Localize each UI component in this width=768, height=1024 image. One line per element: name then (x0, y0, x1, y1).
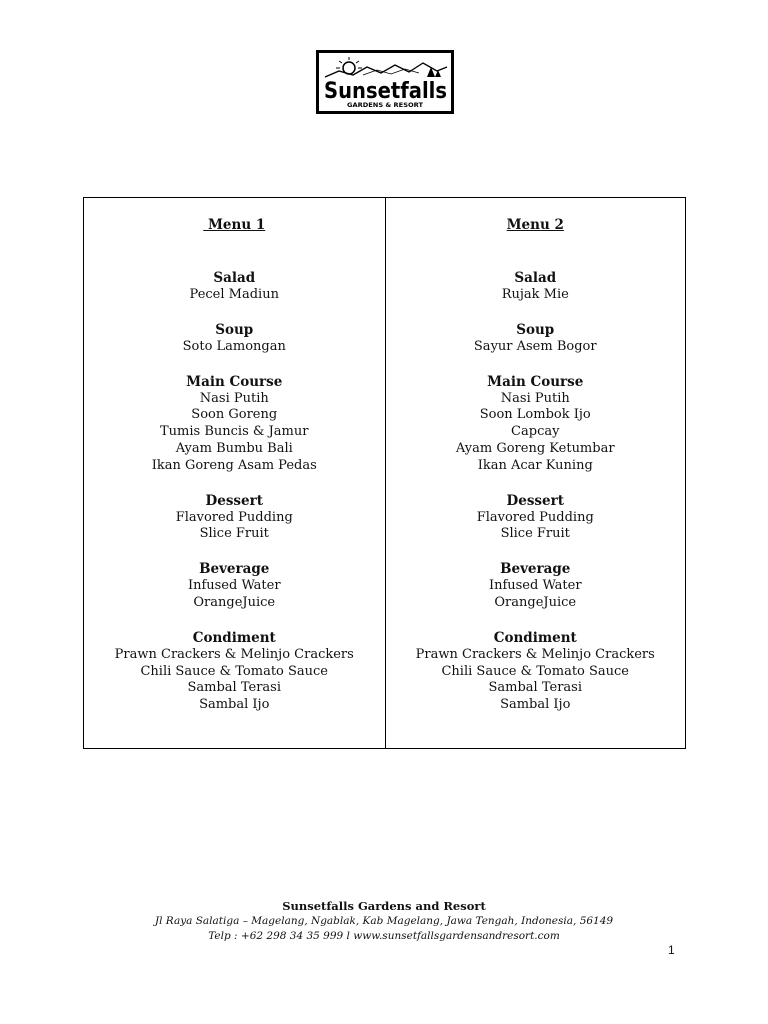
section-heading: Beverage (500, 561, 571, 578)
menu-item: Chili Sauce & Tomato Sauce (441, 663, 630, 679)
menu-item: Sayur Asem Bogor (473, 338, 597, 354)
section-heading: Condiment (192, 629, 276, 646)
menu-item: Soon Goreng (191, 407, 278, 423)
section-heading: Salad (514, 270, 557, 286)
section-heading: Main Course (186, 373, 283, 390)
menu-item: Capcay (511, 424, 560, 440)
menu-1-dessert-section (84, 493, 385, 544)
menu-item: Chili Sauce & Tomato Sauce (140, 663, 329, 679)
menu-table (83, 197, 686, 749)
footer-contact: Telp : +62 298 34 35 999 l www.sunsetfallsgardensandresort.com (208, 930, 560, 942)
menu-2-soup-section (386, 322, 686, 356)
footer-address: Jl Raya Salatiga – Magelang, Ngablak, Kab Magelang, Jawa Tengah, Indonesia, 56149 (154, 915, 614, 927)
menu-1-title: Menu 1 (203, 217, 266, 233)
menu-1-main-course-section (84, 374, 385, 475)
page-footer (0, 898, 768, 944)
menu-1-salad-section (84, 270, 385, 304)
menu-item: Prawn Crackers & Melinjo Crackers (114, 646, 354, 662)
menu-item: Sambal Terasi (187, 680, 281, 696)
menu-item: Soto Lamongan (182, 338, 286, 354)
menu-item: Slice Fruit (500, 526, 570, 542)
menu-2-dessert-section (386, 493, 686, 544)
menu-2-title: Menu 2 (506, 217, 564, 233)
menu-item: Infused Water (488, 578, 582, 594)
menu-item: Sambal Terasi (488, 680, 582, 696)
page-number: 1 (668, 943, 675, 957)
menu-item: OrangeJuice (193, 594, 276, 610)
svg-text:Sunsetfalls: Sunsetfalls (324, 79, 447, 104)
menu-item: Ikan Acar Kuning (477, 457, 593, 473)
svg-text:GARDENS & RESORT: GARDENS & RESORT (347, 102, 424, 109)
menu-1-condiment-section (84, 630, 385, 714)
menu-1-beverage-section (84, 561, 385, 612)
section-heading: Soup (516, 321, 555, 338)
menu-2-main-course-section (386, 374, 686, 475)
menu-item: Nasi Putih (500, 390, 570, 406)
menu-item: Flavored Pudding (175, 509, 293, 525)
section-heading: Beverage (199, 561, 270, 578)
section-heading: Condiment (493, 629, 577, 646)
menu-2-condiment-section (386, 630, 686, 714)
menu-2-salad-section (386, 270, 686, 304)
menu-item: Ayam Bumbu Bali (175, 440, 293, 456)
menu-1-soup-section (84, 322, 385, 356)
menu-item: Sambal Ijo (500, 697, 571, 713)
menu-item: Slice Fruit (199, 526, 269, 542)
menu-item: Ayam Goreng Ketumbar (455, 440, 615, 456)
menu-item: Ikan Goreng Asam Pedas (151, 457, 317, 473)
logo-graphic (319, 53, 451, 111)
menu-item: Soon Lombok Ijo (479, 407, 591, 423)
menu-2-column (385, 198, 686, 748)
menu-item: Nasi Putih (199, 390, 269, 406)
menu-2-beverage-section (386, 561, 686, 612)
section-heading: Dessert (506, 492, 564, 509)
section-heading: Main Course (487, 373, 584, 390)
section-heading: Soup (215, 321, 254, 338)
menu-item: Rujak Mie (501, 287, 569, 302)
menu-1-column (84, 198, 385, 748)
section-heading: Dessert (205, 492, 263, 509)
menu-item: Pecel Madiun (189, 287, 279, 302)
menu-item: OrangeJuice (494, 594, 577, 610)
menu-item: Tumis Buncis & Jamur (160, 424, 309, 440)
menu-item: Prawn Crackers & Melinjo Crackers (415, 646, 655, 662)
resort-logo (316, 50, 454, 114)
menu-item: Flavored Pudding (476, 509, 594, 525)
menu-item: Infused Water (187, 578, 281, 594)
footer-resort-name: Sunsetfalls Gardens and Resort (282, 899, 486, 913)
menu-item: Sambal Ijo (199, 697, 270, 713)
section-heading: Salad (213, 270, 256, 286)
